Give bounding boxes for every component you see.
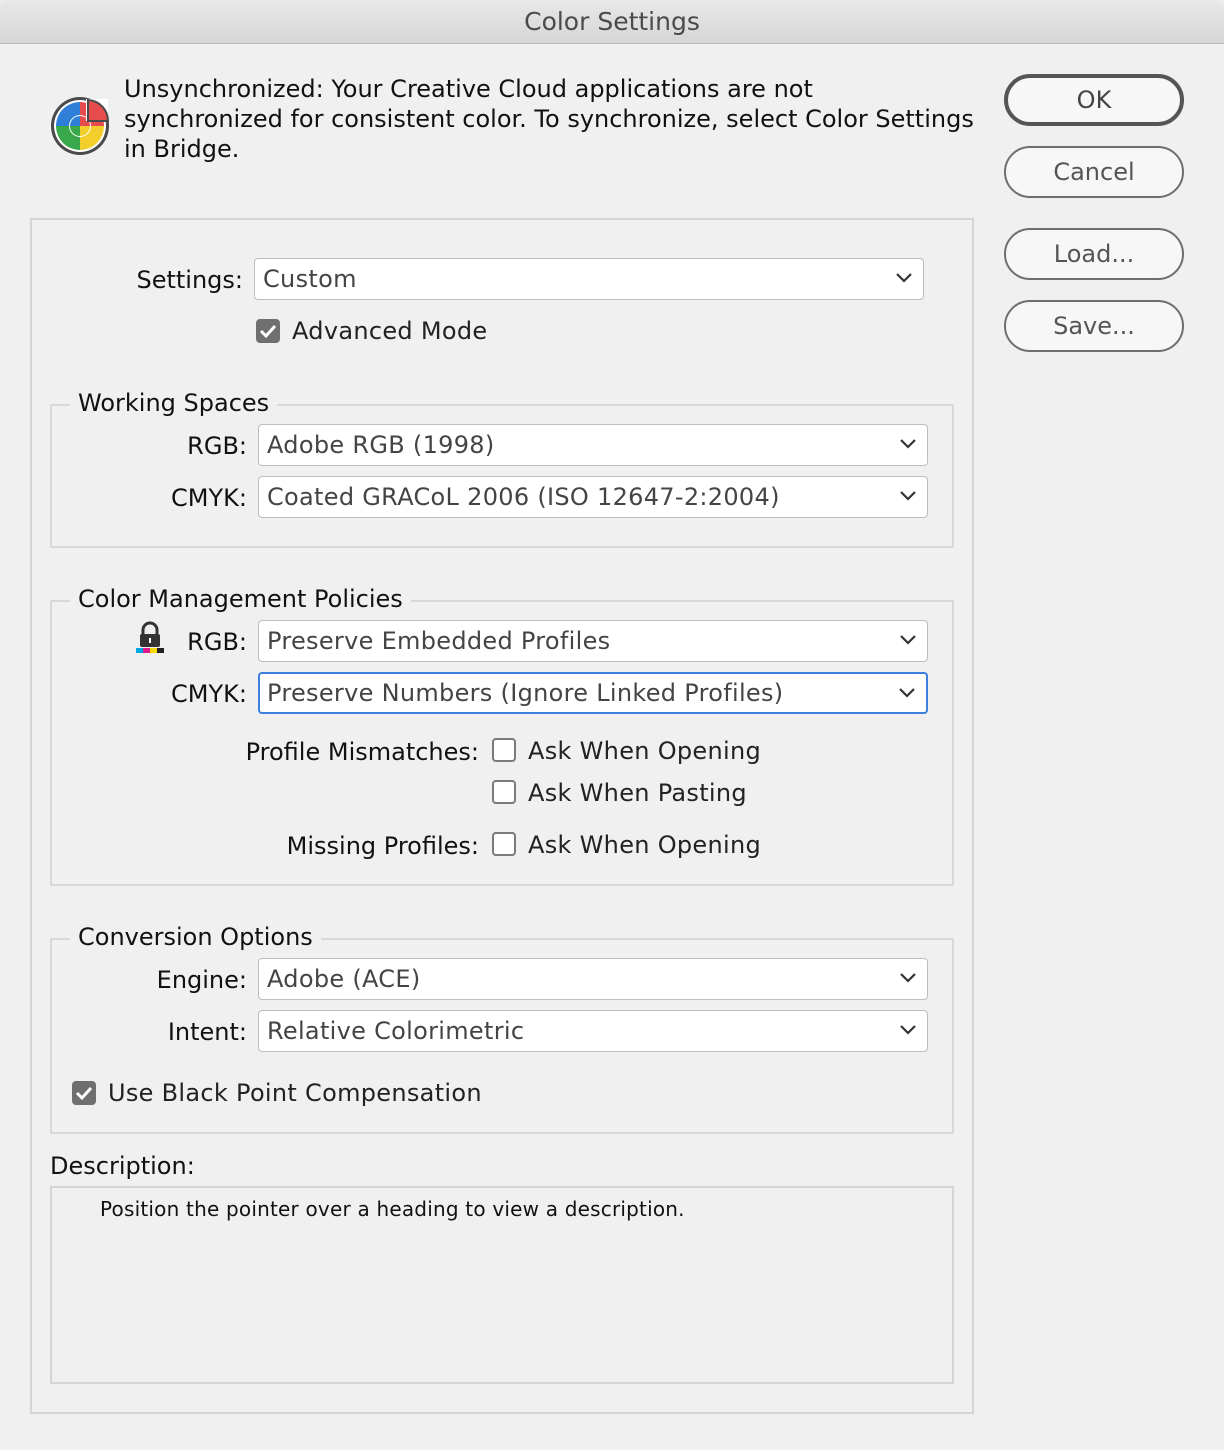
sync-warning-message: Unsynchronized: Your Creative Cloud applications are not synchronized for consistent color. To synchronize, select Color Settings in Bridge. (124, 75, 974, 163)
policy-cmyk-label: CMYK: (171, 680, 247, 708)
missing-ask-opening-label: Ask When Opening (528, 831, 762, 859)
cancel-button[interactable]: Cancel (1004, 146, 1184, 198)
engine-value: Adobe (ACE) (267, 965, 421, 993)
chevron-down-icon (899, 1023, 917, 1037)
load-button[interactable]: Load... (1004, 228, 1184, 280)
missing-ask-opening-checkbox[interactable] (492, 832, 516, 856)
ws-rgb-value: Adobe RGB (1998) (267, 431, 495, 459)
ws-cmyk-label: CMYK: (171, 484, 247, 512)
mismatch-ask-pasting-label: Ask When Pasting (528, 779, 747, 807)
engine-select[interactable] (258, 958, 928, 1000)
intent-value: Relative Colorimetric (267, 1017, 525, 1045)
black-point-compensation-checkbox[interactable] (72, 1081, 96, 1105)
chevron-down-icon (895, 271, 913, 285)
profile-mismatches-label: Profile Mismatches: (245, 738, 479, 766)
advanced-mode-label: Advanced Mode (292, 317, 488, 345)
policy-rgb-select[interactable] (258, 620, 928, 662)
policy-rgb-label: RGB: (187, 628, 247, 656)
ws-rgb-label: RGB: (187, 432, 247, 460)
conversion-heading: Conversion Options (70, 923, 321, 951)
working-spaces-heading: Working Spaces (70, 389, 277, 417)
save-button[interactable]: Save... (1004, 300, 1184, 352)
policy-cmyk-value: Preserve Numbers (Ignore Linked Profiles) (267, 679, 784, 707)
mismatch-ask-opening-label: Ask When Opening (528, 737, 762, 765)
settings-value: Custom (263, 265, 357, 293)
chevron-down-icon (898, 686, 916, 700)
ws-rgb-select[interactable] (258, 424, 928, 466)
policies-heading: Color Management Policies (70, 585, 411, 613)
mismatch-ask-opening-checkbox[interactable] (492, 738, 516, 762)
description-label: Description: (50, 1152, 195, 1180)
engine-label: Engine: (156, 966, 247, 994)
chevron-down-icon (899, 437, 917, 451)
mismatch-ask-pasting-checkbox[interactable] (492, 780, 516, 804)
intent-select[interactable] (258, 1010, 928, 1052)
description-text: Position the pointer over a heading to view a description. (100, 1197, 685, 1221)
policy-rgb-value: Preserve Embedded Profiles (267, 627, 611, 655)
chevron-down-icon (899, 971, 917, 985)
black-point-compensation-label: Use Black Point Compensation (108, 1079, 482, 1107)
intent-label: Intent: (167, 1018, 247, 1046)
checkmark-icon (75, 1085, 93, 1101)
ok-button[interactable]: OK (1004, 74, 1184, 126)
advanced-mode-checkbox[interactable] (256, 319, 280, 343)
window-title: Color Settings (0, 0, 1224, 44)
chevron-down-icon (899, 633, 917, 647)
settings-label: Settings: (136, 266, 243, 294)
missing-profiles-label: Missing Profiles: (286, 832, 479, 860)
settings-select[interactable] (254, 258, 924, 300)
chevron-down-icon (899, 489, 917, 503)
color-sync-icon (50, 96, 110, 156)
ws-cmyk-select[interactable] (258, 476, 928, 518)
policy-cmyk-select[interactable] (258, 672, 928, 714)
ws-cmyk-value: Coated GRACoL 2006 (ISO 12647-2:2004) (267, 483, 780, 511)
checkmark-icon (259, 323, 277, 339)
lock-icon (134, 621, 166, 655)
